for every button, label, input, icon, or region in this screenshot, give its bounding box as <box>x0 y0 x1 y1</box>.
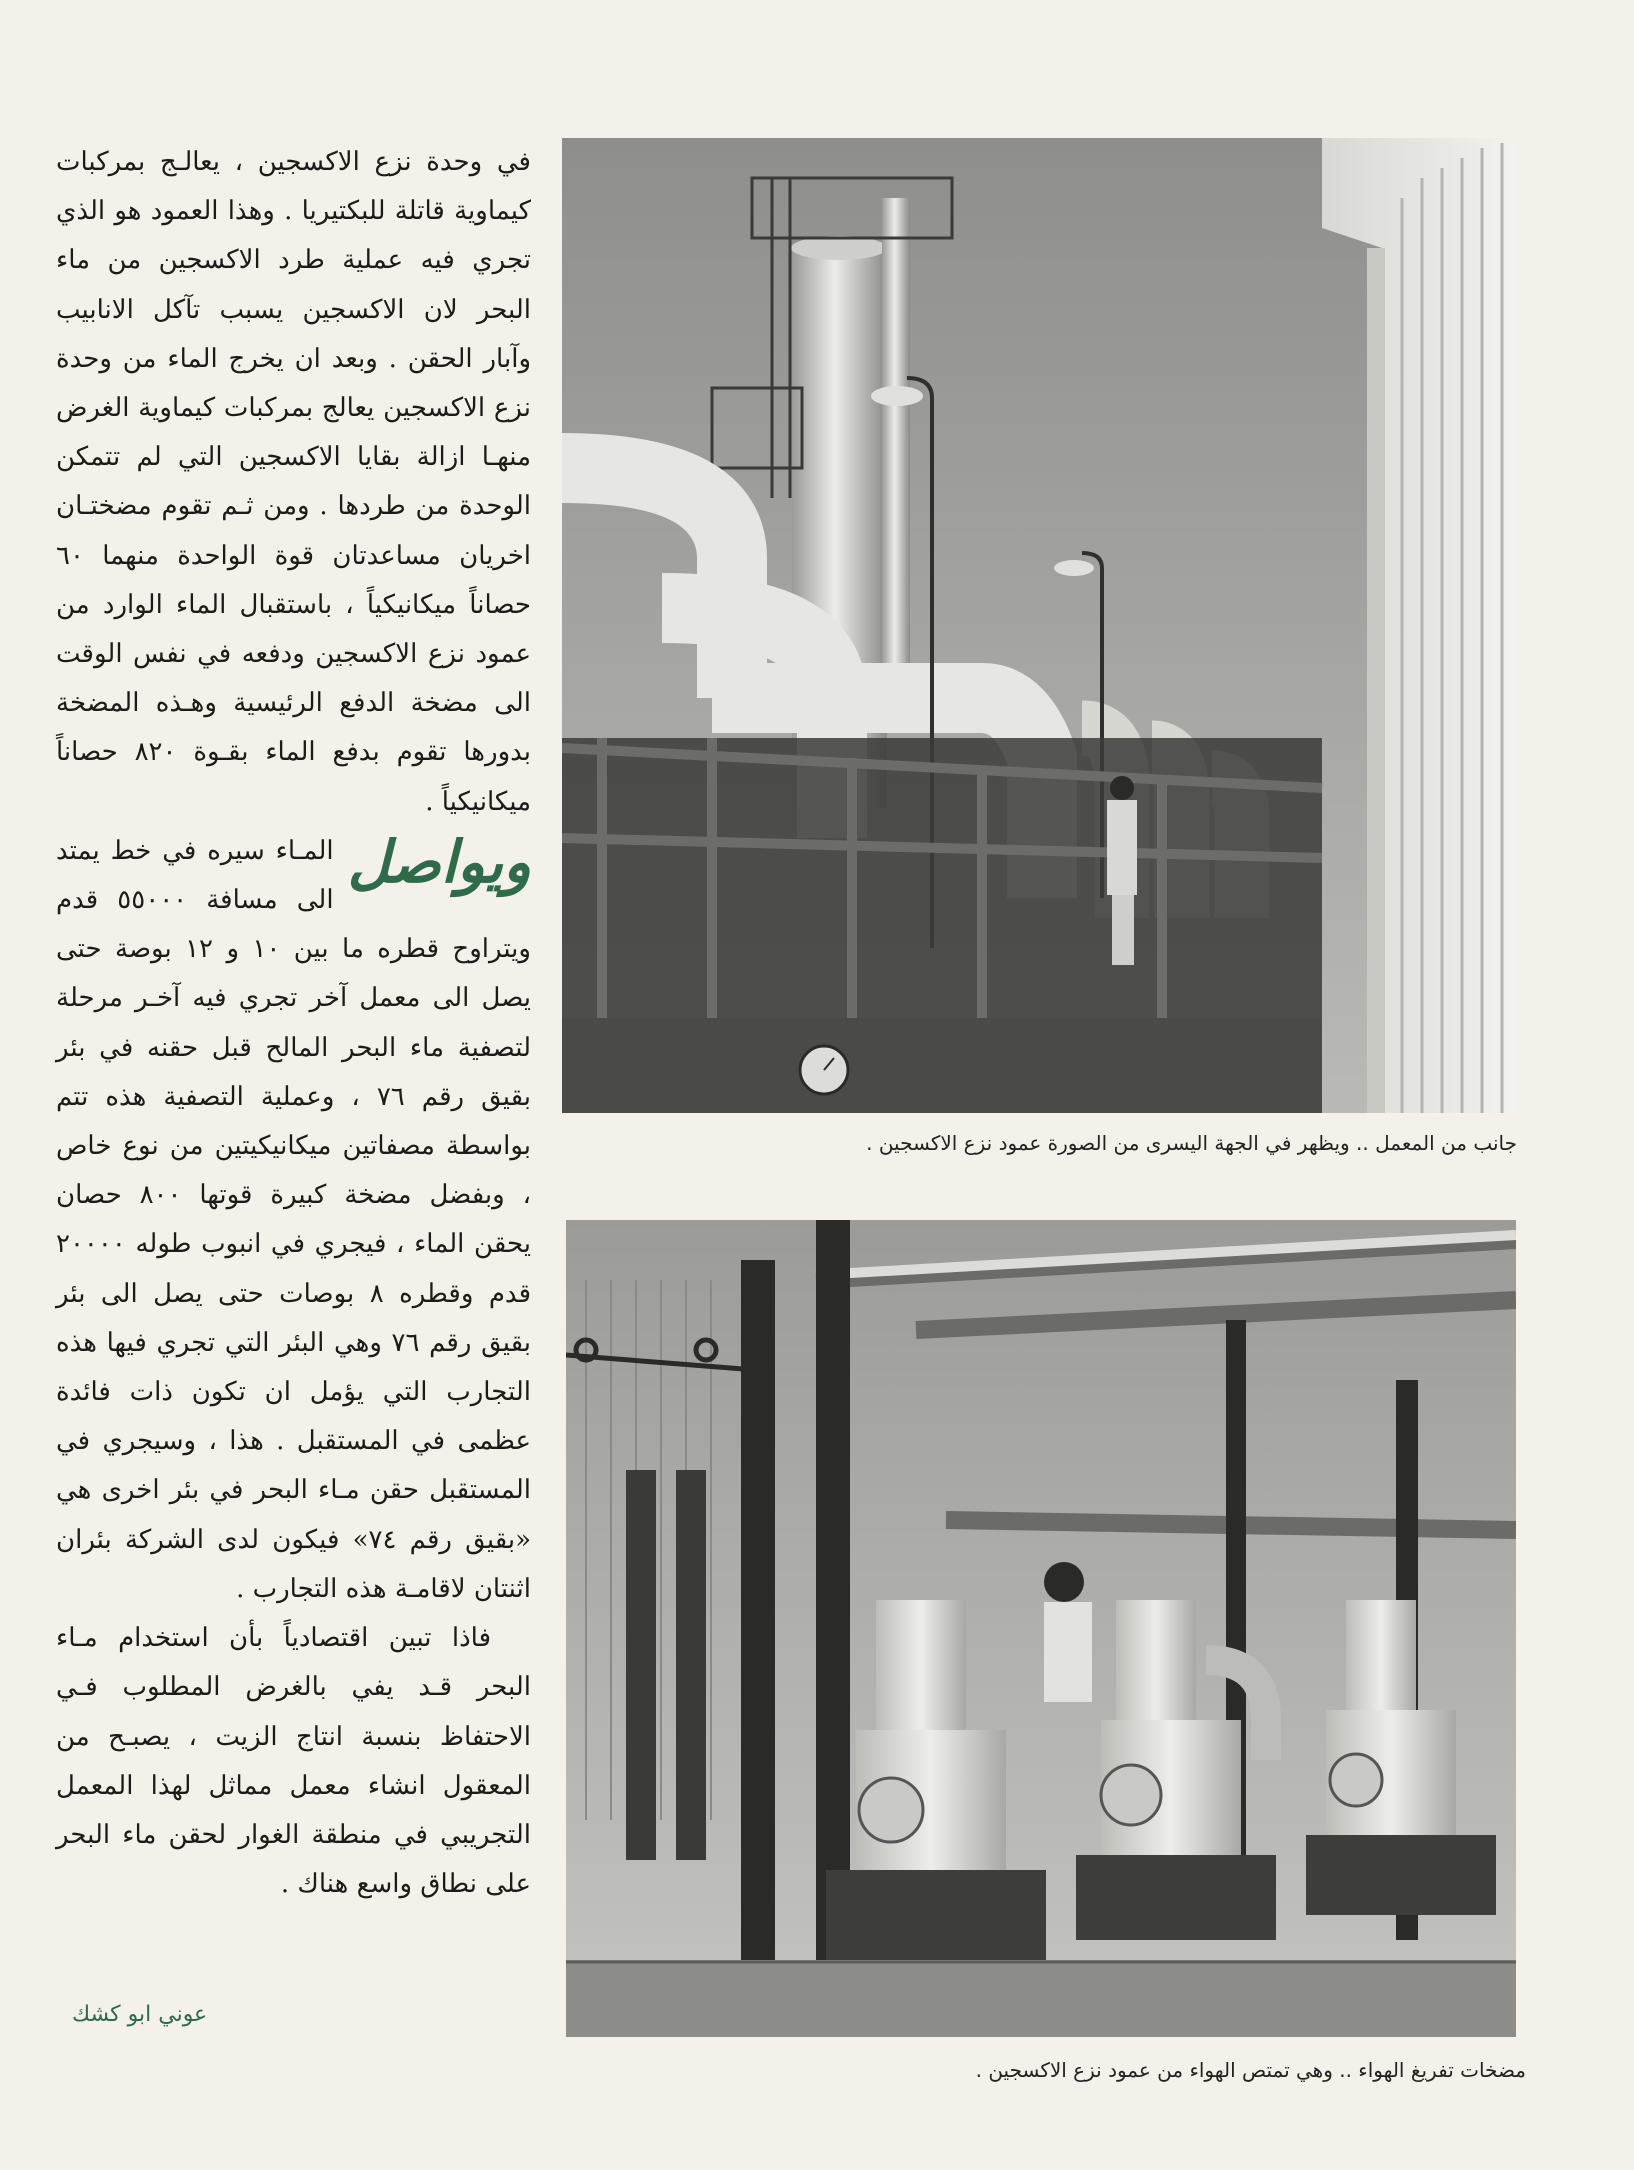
photo-vacuum-pumps <box>566 1220 1516 2037</box>
article-paragraph-1: في وحدة نزع الاكسجين ، يعالـج بمركبات كيماوية قاتلة للبكتيريا . وهذا العمود هو الذي تجري فيه عملية طرد الاكسجين من ماء البحر لان الاكسجين يسبب تآكل الانابيب وآبار الحقن . وبعد ان يخرج الماء من وحدة نزع الاكسجين يعالج بمركبات كيماوية الغرض منهـا ازالة بقايا الاكسجين التي لم تتمكن الوحدة من طردها . ومن ثـم تقوم مضختـان اخريان مساعدتان قوة الواحدة منهما ٦٠ حصاناً ميكانيكياً ، باستقبال الماء الوارد من عمود نزع الاكسجين ودفعه في نفس الوقت الى مضخة الدفع الرئيسية وهـذه المضخة بدورها تقوم بدفع الماء بقـوة ٨٢٠ حصاناً ميكانيكياً . <box>56 147 532 817</box>
photo-plant-overview <box>562 138 1517 1113</box>
photo-caption-bottom: مضخات تفريغ الهواء .. وهي تمتص الهواء من عمود نزع الاكسجين . <box>975 2058 1526 2082</box>
plant-tower-illustration <box>562 138 1517 1113</box>
pumps-illustration <box>566 1220 1516 2037</box>
author-signature: عوني ابو كشك <box>72 2002 208 2027</box>
article-text-column <box>56 138 531 1909</box>
article-paragraph-2-text: المـاء سيره في خط يمتد الى مسافة ٥٥٠٠٠ قدم ويتراوح قطره ما بين ١٠ و ١٢ بوصة حتى يصل الى معمل آخر تجري فيه آخـر مرحلة لتصفية ماء البحر المالح قبل حقنه في بئر بقيق رقم ٧٦ ، وعملية التصفية هذه تتم بواسطة مصفاتين ميكانيكيتين من نوع خاص ، وبفضل مضخة كبيرة قوتها ٨٠٠ حصان يحقن الماء ، فيجري في انبوب طوله ٢٠٠٠٠ قدم وقطره ٨ بوصات حتى يصل الى بئر بقيق رقم ٧٦ وهي البئر التي تجري فيها هذه التجارب التي يؤمل ان تكون ذات فائدة عظمى في المستقبل . هذا ، وسيجري في المستقبل حقن مـاء البحر في بئر اخرى هي «بقيق رقم ٧٤» فيكون لدى الشركة بئران اثنتان لاقامـة هذه التجارب . <box>56 835 532 1604</box>
article-paragraph-3: فاذا تبين اقتصادياً بأن استخدام مـاء البحر قـد يفي بالغرض المطلوب فـي الاحتفاظ بنسبة انتاج الزيت ، يصبـح من المعقول انشاء معمل مماثل لهذا المعمل التجريبي في منطقة الغوار لحقن ماء البحر على نطاق واسع هناك . <box>56 1623 531 1900</box>
decorative-initial-word: ويواصل <box>347 827 531 896</box>
photo-caption-top: جانب من المعمل .. ويظهر في الجهة اليسرى من الصورة عمود نزع الاكسجين . <box>866 1131 1517 1155</box>
article-paragraph-2 <box>56 827 531 1614</box>
